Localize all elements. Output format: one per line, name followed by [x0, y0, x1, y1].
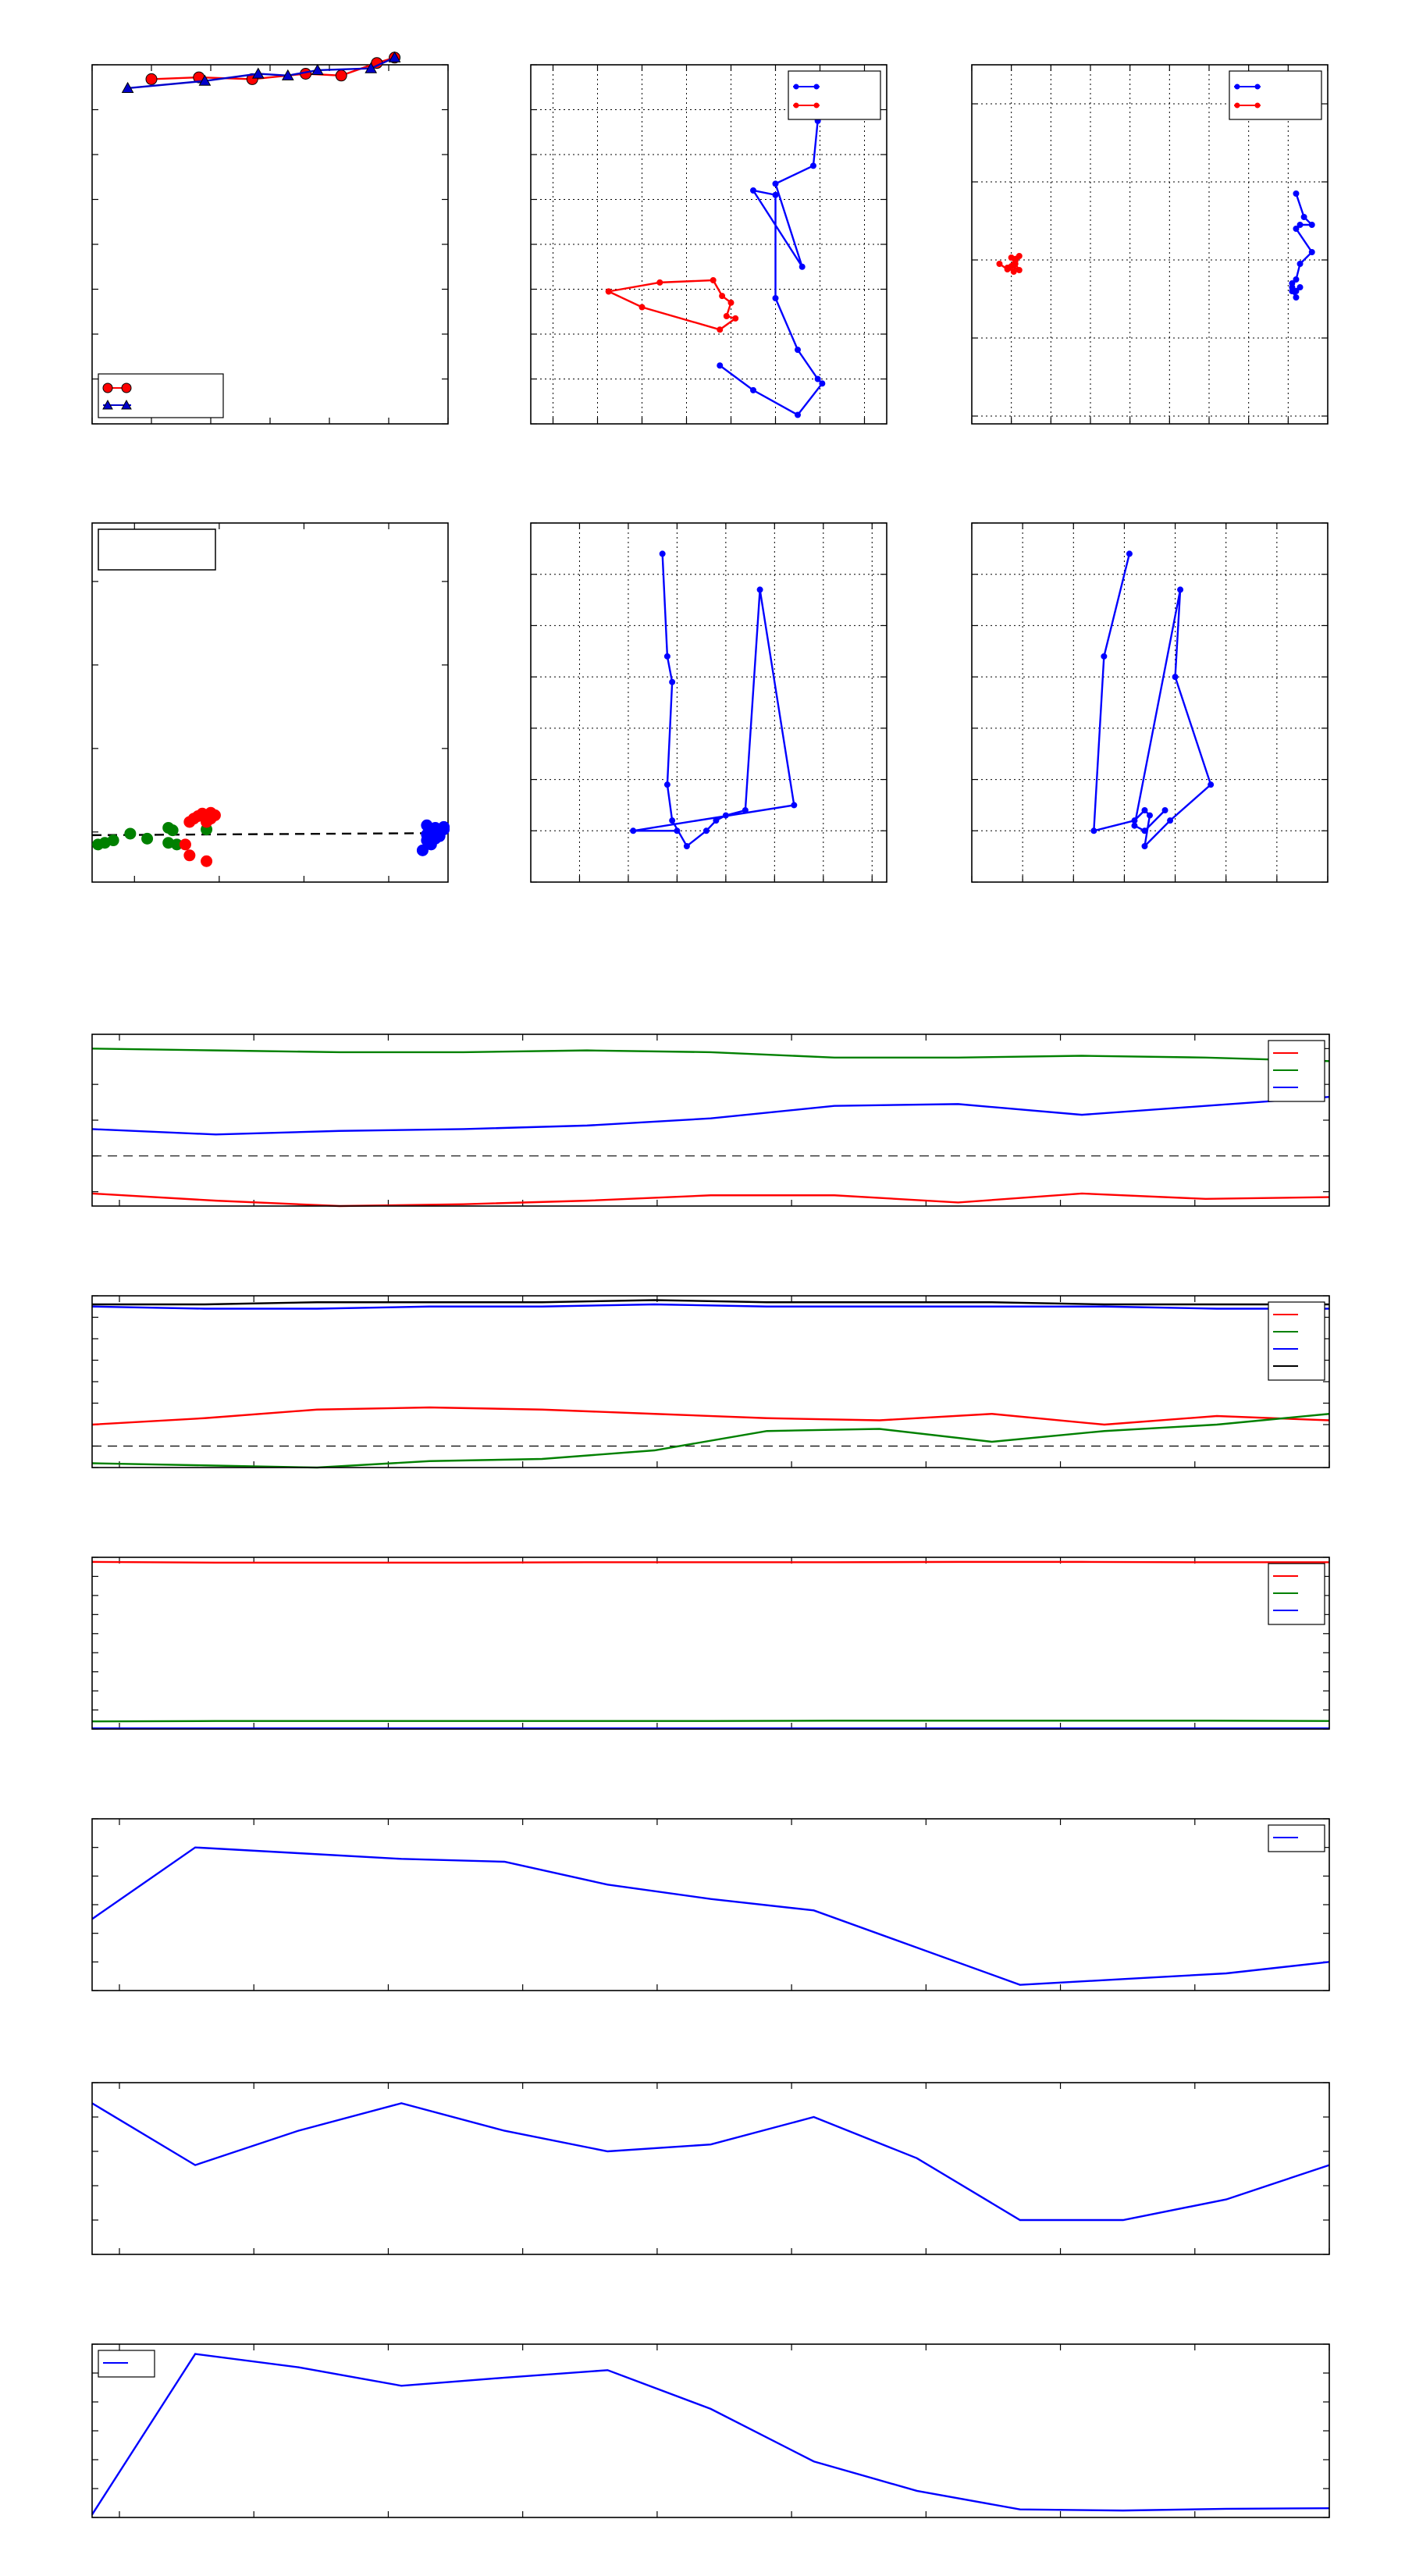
series-line-mag_rtn-2: [92, 1097, 1329, 1134]
chart-panel-walen: [92, 523, 450, 882]
data-point: [710, 278, 716, 283]
legend-tp: [98, 374, 223, 418]
data-point: [1011, 269, 1016, 275]
legend-h1: [788, 71, 880, 119]
legend-h2: [1229, 71, 1321, 119]
plot-frame-mag_fr: [92, 1296, 1329, 1468]
legend-mag_rtn: [1268, 1041, 1325, 1101]
data-point: [703, 828, 709, 834]
legend-mag_fr: [1268, 1302, 1325, 1380]
data-point: [773, 296, 778, 301]
legend-marker: [794, 103, 799, 109]
plot-frame-np: [92, 2083, 1329, 2254]
data-point: [684, 844, 689, 849]
data-point: [713, 818, 719, 824]
data-point: [1297, 285, 1303, 290]
data-point: [733, 315, 738, 321]
chart-panel-swv: [92, 1557, 1329, 1729]
data-point: [1142, 808, 1147, 813]
data-point: [723, 813, 728, 818]
data-point: [1101, 653, 1107, 659]
data-point: [773, 192, 778, 197]
data-point: [146, 73, 157, 84]
data-point: [108, 835, 119, 846]
series-line-h3-0: [633, 553, 794, 846]
series-line-swv-1: [92, 1720, 1329, 1721]
series-line-beta-0: [92, 1848, 1329, 1985]
data-point: [670, 818, 675, 824]
chart-panel-h3: [531, 523, 887, 882]
chart-panel-np: [92, 2083, 1329, 2254]
series-line-np-0: [92, 2103, 1329, 2220]
data-point: [742, 808, 748, 813]
data-point: [664, 782, 670, 788]
legend-marker: [794, 84, 799, 90]
walen-stats-box: [98, 529, 215, 570]
data-point: [657, 279, 663, 285]
chart-panel-mag_rtn: [92, 1034, 1329, 1206]
chart-panel-h1: [531, 65, 887, 424]
data-point: [142, 833, 153, 844]
legend-beta: [1268, 1825, 1325, 1852]
data-point: [717, 327, 723, 333]
data-point: [1005, 265, 1010, 271]
series-line-h1-0: [720, 121, 822, 415]
data-point: [997, 262, 1002, 267]
series-line-mag_rtn-1: [92, 1048, 1329, 1061]
stats-box-frame: [98, 529, 215, 570]
chart-panel-tp_temp: [92, 2344, 1329, 2517]
data-point: [184, 850, 195, 861]
plot-frame-beta: [92, 1819, 1329, 1991]
data-point: [720, 294, 725, 299]
plot-frame-swv: [92, 1557, 1329, 1729]
legend-marker: [814, 103, 820, 109]
chart-panel-mag_fr: [92, 1296, 1329, 1468]
data-point: [180, 839, 190, 850]
plot-frame-h4: [972, 523, 1328, 882]
data-point: [751, 188, 756, 194]
chart-panel-beta: [92, 1819, 1329, 1991]
data-point: [810, 163, 816, 169]
series-line-swv-0: [92, 1562, 1329, 1563]
data-point: [1293, 295, 1299, 301]
legend-marker: [1255, 103, 1261, 109]
data-point: [670, 679, 675, 685]
data-point: [1132, 818, 1137, 824]
data-point: [1289, 285, 1295, 290]
legend-box: [788, 71, 880, 119]
data-point: [674, 828, 680, 834]
plot-frame-mag_rtn: [92, 1034, 1329, 1206]
data-point: [201, 856, 212, 866]
data-point: [1126, 551, 1132, 557]
data-point: [201, 817, 212, 827]
data-point: [815, 376, 820, 382]
data-point: [631, 828, 636, 834]
legend-marker: [1235, 84, 1240, 90]
data-point: [757, 587, 763, 592]
data-point: [606, 289, 611, 294]
data-point: [751, 387, 756, 393]
data-point: [1309, 250, 1314, 255]
plot-frame-tp_temp: [92, 2344, 1329, 2517]
data-point: [724, 314, 729, 319]
data-point: [639, 304, 645, 310]
data-point: [1012, 258, 1018, 263]
data-point: [1297, 262, 1303, 267]
plot-frame-tp: [92, 65, 448, 424]
legend-box: [1229, 71, 1321, 119]
chart-panel-tp: [92, 52, 448, 424]
legend-marker: [1255, 84, 1261, 90]
legend-box: [98, 374, 223, 418]
data-point: [439, 821, 450, 832]
data-point: [1293, 191, 1299, 197]
data-point: [1142, 828, 1147, 834]
data-point: [336, 70, 347, 81]
data-point: [1142, 844, 1147, 849]
legend-marker: [122, 383, 131, 393]
data-point: [1147, 813, 1153, 818]
data-point: [820, 381, 825, 386]
data-point: [167, 825, 178, 836]
data-point: [425, 839, 436, 850]
chart-panel-h2: [972, 65, 1328, 424]
series-line-mag_fr-0: [92, 1407, 1329, 1425]
data-point: [1208, 782, 1214, 788]
legend-marker: [103, 383, 112, 393]
data-point: [1091, 828, 1097, 834]
data-point: [1168, 818, 1173, 824]
data-point: [795, 412, 801, 418]
legend-swv: [1268, 1564, 1325, 1624]
data-point: [717, 363, 723, 368]
series-line-tp_temp-0: [92, 2354, 1329, 2515]
series-line-h4-0: [1094, 553, 1211, 846]
legend-tp_temp: [98, 2350, 155, 2377]
data-point: [1309, 222, 1314, 228]
data-point: [664, 653, 670, 659]
legend-marker: [1235, 103, 1240, 109]
data-point: [795, 347, 801, 353]
series-line-mag_fr-3: [92, 1300, 1329, 1305]
data-point: [1162, 808, 1168, 813]
data-point: [1016, 268, 1022, 273]
data-point: [799, 264, 805, 269]
data-point: [1293, 226, 1299, 232]
series-line-mag_rtn-0: [92, 1194, 1329, 1206]
data-point: [791, 802, 797, 808]
data-point: [660, 551, 665, 557]
plot-frame-walen: [92, 523, 448, 882]
data-point: [1301, 215, 1307, 220]
legend-marker: [814, 84, 820, 90]
data-point: [728, 300, 734, 305]
data-point: [125, 828, 136, 839]
chart-panel-h4: [972, 523, 1328, 882]
data-point: [1132, 823, 1137, 828]
data-point: [1178, 587, 1183, 592]
series-line-h1-1: [609, 280, 735, 329]
data-point: [1172, 674, 1178, 680]
data-point: [773, 181, 778, 187]
